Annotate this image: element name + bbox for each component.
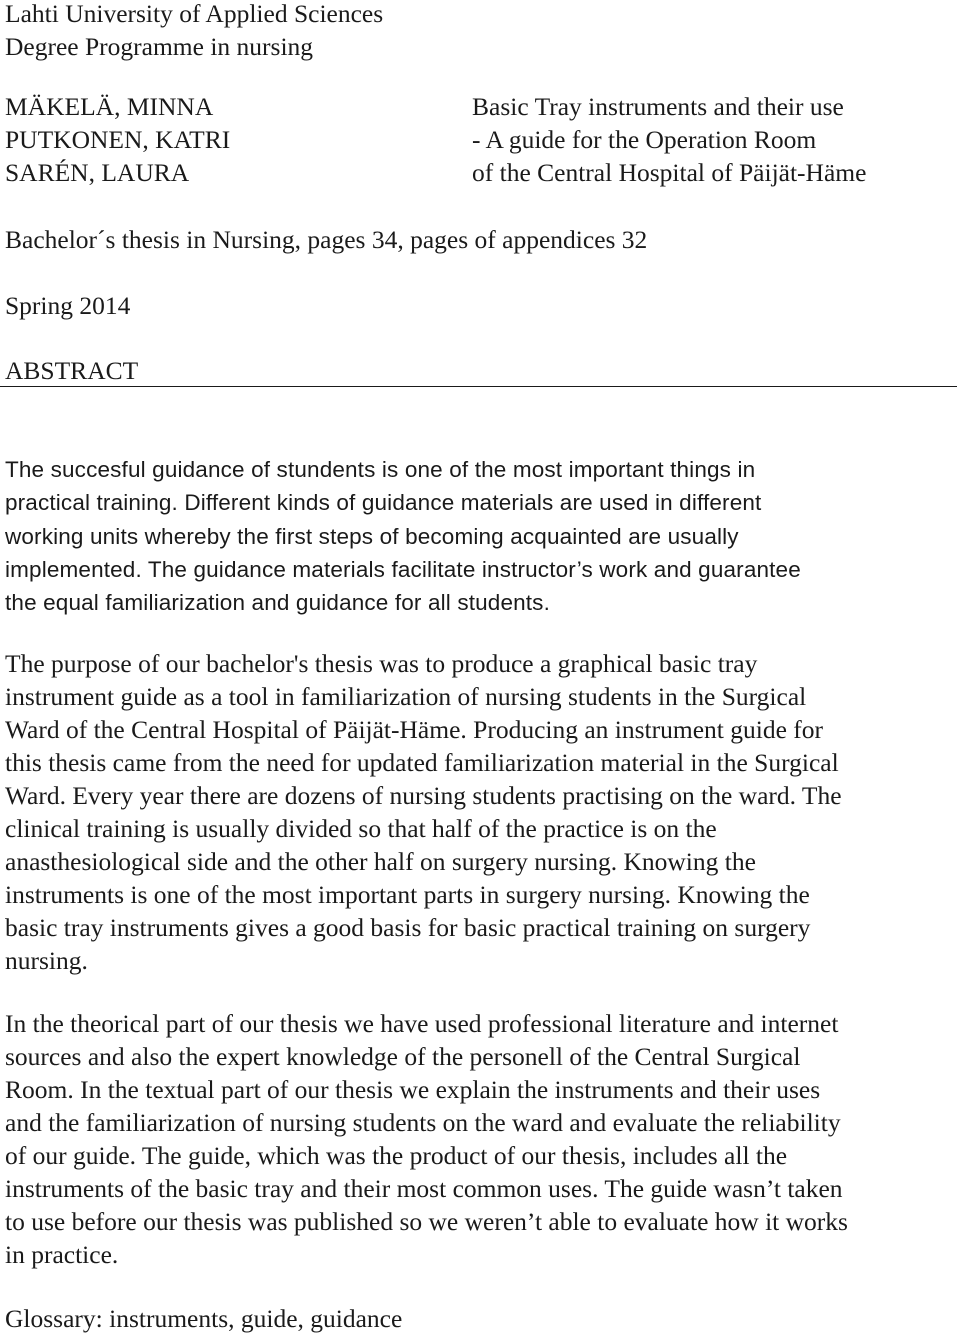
semester: Spring 2014 (5, 291, 131, 320)
text-line: of our guide. The guide, which was the product of our thesis, includes all the (5, 1141, 788, 1170)
text-line: and the familiarization of nursing students on the ward and evaluate the reliability (5, 1108, 841, 1137)
text-line: Ward of the Central Hospital of Päijät-Häme. Producing an instrument guide for (5, 715, 823, 744)
thesis-title (472, 90, 866, 189)
text-line: implemented. The guidance materials facilitate instructor’s work and guarantee (5, 556, 801, 582)
abstract-paragraph-3 (5, 1007, 957, 1271)
text-line: in practice. (5, 1240, 119, 1269)
text-line: The succesful guidance of stundents is one of the most important things in (5, 457, 756, 482)
text-line: to use before our thesis was published so we weren’t able to evaluate how it works (5, 1207, 848, 1236)
text-line: the equal familiarization and guidance for all students. (5, 590, 550, 616)
abstract-heading: ABSTRACT (5, 356, 139, 385)
header-block (5, 0, 383, 63)
text-line: practical training. Different kinds of guidance materials are used in different (5, 490, 762, 516)
abstract-paragraph-1 (5, 453, 957, 619)
abstract-paragraph-2 (5, 647, 957, 977)
degree-programme: Degree Programme in nursing (5, 32, 314, 61)
heading-divider (0, 386, 957, 387)
text-line: instruments of the basic tray and their most common uses. The guide wasn’t taken (5, 1174, 843, 1203)
authors-block (5, 90, 230, 189)
title-line: of the Central Hospital of Päijät-Häme (472, 158, 867, 187)
author-name: PUTKONEN, KATRI (5, 125, 231, 154)
text-line: basic tray instruments gives a good basis for basic practical training on surgery (5, 913, 811, 942)
author-name: SARÉN, LAURA (5, 158, 190, 187)
text-line: instruments is one of the most important parts in surgery nursing. Knowing the (5, 880, 810, 909)
institution-name: Lahti University of Applied Sciences (5, 0, 384, 28)
text-line: Room. In the textual part of our thesis we explain the instruments and their uses (5, 1075, 821, 1104)
text-line: sources and also the expert knowledge of the personell of the Central Surgical (5, 1042, 801, 1071)
text-line: nursing. (5, 946, 88, 975)
text-line: clinical training is usually divided so that half of the practice is on the (5, 814, 717, 843)
text-line: working units whereby the first steps of becoming acquainted are usually (5, 523, 739, 549)
text-line: this thesis came from the need for updated familiarization material in the Surgical (5, 748, 839, 777)
title-line: Basic Tray instruments and their use (472, 92, 844, 121)
author-name: MÄKELÄ, MINNA (5, 92, 214, 121)
text-line: instrument guide as a tool in familiarization of nursing students in the Surgical (5, 682, 807, 711)
text-line: anasthesiological side and the other half on surgery nursing. Knowing the (5, 847, 756, 876)
title-line: - A guide for the Operation Room (472, 125, 817, 154)
glossary-keywords: Glossary: instruments, guide, guidance (5, 1304, 403, 1333)
text-line: Ward. Every year there are dozens of nursing students practising on the ward. The (5, 781, 842, 810)
text-line: In the theorical part of our thesis we have used professional literature and internet (5, 1009, 839, 1038)
thesis-info: Bachelor´s thesis in Nursing, pages 34, pages of appendices 32 (5, 225, 648, 254)
text-line: The purpose of our bachelor's thesis was to produce a graphical basic tray (5, 649, 758, 678)
